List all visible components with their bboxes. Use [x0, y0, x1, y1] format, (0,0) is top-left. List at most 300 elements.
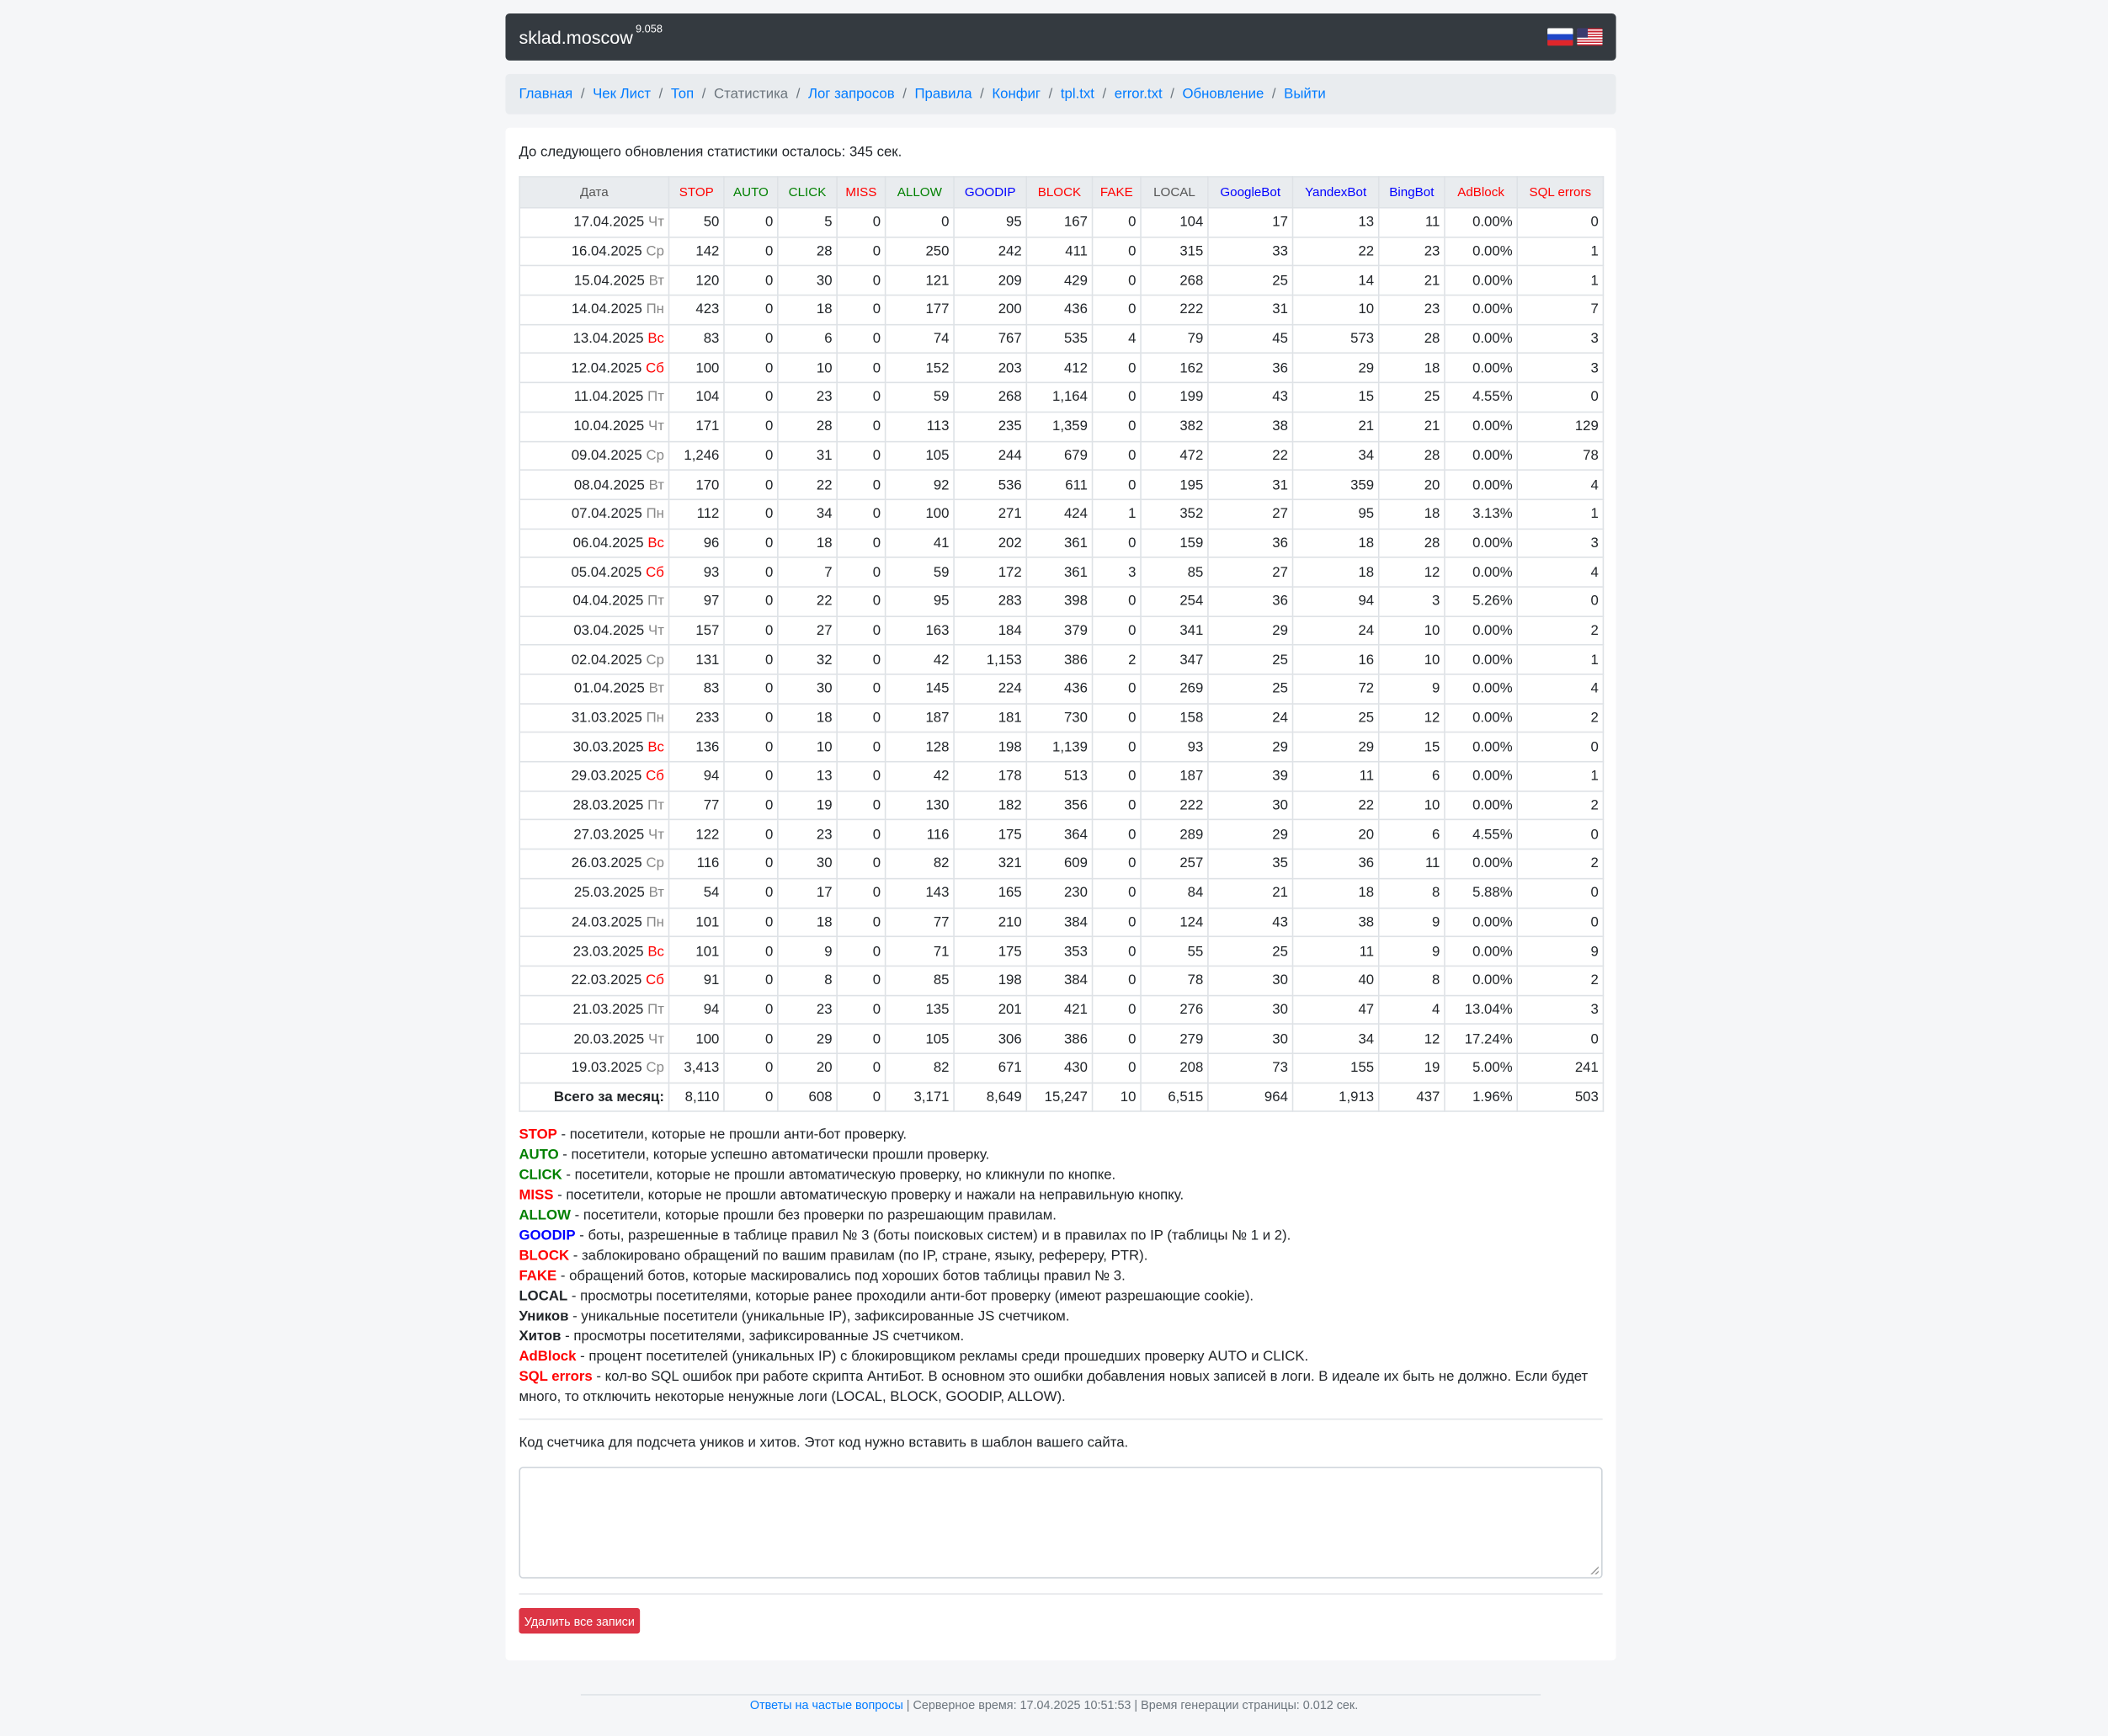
ru-flag-icon[interactable]	[1547, 29, 1573, 46]
stat-cell: 0	[724, 470, 778, 499]
stat-cell: 23	[778, 383, 837, 413]
column-header: CLICK	[778, 177, 837, 208]
stat-cell: 18	[778, 529, 837, 558]
stat-cell: 29	[778, 1025, 837, 1054]
site-brand[interactable]	[519, 23, 663, 48]
column-header: GoogleBot	[1208, 177, 1293, 208]
stat-cell: 20	[1293, 820, 1379, 849]
faq-link[interactable]: Ответы на частые вопросы	[749, 1698, 903, 1712]
stat-cell: 155	[1293, 1053, 1379, 1083]
stat-cell: 0	[1093, 791, 1141, 820]
stat-cell: 679	[1026, 441, 1092, 471]
date-cell	[519, 791, 668, 820]
date-cell	[519, 762, 668, 791]
date-value: 15.04.2025	[573, 272, 645, 289]
stat-cell: 0	[1093, 995, 1141, 1025]
stat-cell: 101	[669, 908, 724, 937]
stat-cell: 23	[778, 820, 837, 849]
stat-cell: 29	[1293, 354, 1379, 383]
breadcrumb-separator: /	[1048, 86, 1053, 103]
date-cell	[519, 908, 668, 937]
table-row	[519, 820, 1603, 849]
stat-cell: 2	[1517, 849, 1603, 879]
stat-cell: 0	[837, 324, 885, 354]
stat-cell: 0	[1093, 878, 1141, 908]
stat-cell: 321	[954, 849, 1026, 879]
stat-cell: 6	[1379, 820, 1445, 849]
table-row	[519, 499, 1603, 529]
stat-cell: 0	[837, 383, 885, 413]
stat-cell: 30	[1208, 791, 1293, 820]
stat-cell: 0.00%	[1445, 704, 1517, 733]
stat-cell: 0	[1093, 704, 1141, 733]
stat-cell: 386	[1026, 1025, 1092, 1054]
stat-cell: 268	[954, 383, 1026, 413]
stat-cell: 19	[1379, 1053, 1445, 1083]
stat-cell: 40	[1293, 966, 1379, 995]
legend-item	[519, 1226, 1602, 1246]
stat-cell: 0	[1093, 208, 1141, 237]
stat-cell: 0	[1517, 587, 1603, 616]
stat-cell: 34	[1293, 1025, 1379, 1054]
breadcrumb-item: Статистика	[714, 86, 789, 103]
counter-code-textarea[interactable]	[519, 1467, 1602, 1579]
table-row	[519, 937, 1603, 967]
table-row	[519, 383, 1603, 413]
date-value: 07.04.2025	[571, 505, 642, 522]
stat-cell: 128	[886, 732, 954, 762]
stat-cell: 142	[669, 237, 724, 266]
stat-cell: 0.00%	[1445, 412, 1517, 441]
legend-description: - посетители, которые не прошли автоматическую проверку, но кликнули по кнопке.	[562, 1167, 1116, 1184]
day-of-week: Чт	[648, 418, 664, 435]
stat-cell: 143	[886, 878, 954, 908]
update-timer: До следующего обновления статистики осталось: 345 сек.	[519, 143, 902, 161]
stat-cell: 0	[724, 412, 778, 441]
total-label: Всего за месяц:	[519, 1083, 668, 1112]
stat-cell: 0	[837, 412, 885, 441]
stat-cell: 0	[1093, 762, 1141, 791]
day-of-week: Чт	[648, 214, 664, 231]
table-row	[519, 732, 1603, 762]
stat-cell: 175	[954, 937, 1026, 967]
stat-cell: 1	[1517, 762, 1603, 791]
stat-cell: 13	[1293, 208, 1379, 237]
stat-cell: 100	[669, 354, 724, 383]
breadcrumb-separator: /	[980, 86, 984, 103]
legend-item	[519, 1126, 1602, 1146]
stat-cell: 95	[1293, 499, 1379, 529]
server-time-info: | Серверное время: 17.04.2025 10:51:53 | Время генерации страницы: 0.012 сек.	[902, 1698, 1359, 1712]
stat-cell: 43	[1208, 383, 1293, 413]
stat-cell: 195	[1141, 470, 1208, 499]
stat-cell: 0	[837, 791, 885, 820]
stat-cell: 3	[1517, 324, 1603, 354]
date-cell	[519, 354, 668, 383]
stat-cell: 104	[1141, 208, 1208, 237]
stat-cell: 609	[1026, 849, 1092, 879]
stat-cell: 0	[724, 266, 778, 296]
stat-cell: 5.88%	[1445, 878, 1517, 908]
table-row	[519, 908, 1603, 937]
day-of-week: Вс	[647, 331, 664, 348]
stat-cell: 165	[954, 878, 1026, 908]
stat-cell: 16	[1293, 645, 1379, 674]
stat-cell: 172	[954, 557, 1026, 587]
legend-item	[519, 1146, 1602, 1166]
stat-cell: 364	[1026, 820, 1092, 849]
day-of-week: Пт	[647, 797, 664, 814]
stat-cell: 0.00%	[1445, 324, 1517, 354]
stat-cell: 38	[1208, 412, 1293, 441]
stat-cell: 0	[837, 820, 885, 849]
day-of-week: Вс	[647, 535, 664, 551]
breadcrumb-item[interactable]: Лог запросов	[807, 86, 895, 103]
date-value: 24.03.2025	[571, 913, 642, 930]
stat-cell: 429	[1026, 266, 1092, 296]
legend-term: MISS	[519, 1187, 554, 1204]
stat-cell: 0	[837, 1053, 885, 1083]
stat-cell: 306	[954, 1025, 1026, 1054]
stat-cell: 27	[1208, 557, 1293, 587]
stat-cell: 85	[1141, 557, 1208, 587]
stat-cell: 671	[954, 1053, 1026, 1083]
legend	[519, 1126, 1602, 1408]
total-cell: 503	[1517, 1083, 1603, 1112]
stat-cell: 21	[1379, 266, 1445, 296]
stat-cell: 100	[669, 1025, 724, 1054]
stat-cell: 157	[669, 616, 724, 646]
stat-cell: 0	[1517, 878, 1603, 908]
stat-cell: 22	[778, 470, 837, 499]
stat-cell: 30	[778, 849, 837, 879]
stat-cell: 0	[724, 937, 778, 967]
resize-handle-icon[interactable]	[1590, 1567, 1599, 1575]
stat-cell: 2	[1517, 966, 1603, 995]
breadcrumb-item[interactable]: Правила	[914, 86, 972, 103]
stat-cell: 100	[886, 499, 954, 529]
stat-cell: 31	[778, 441, 837, 471]
stat-cell: 3	[1379, 587, 1445, 616]
stat-cell: 0	[724, 645, 778, 674]
table-row	[519, 354, 1603, 383]
stat-cell: 0	[837, 266, 885, 296]
stat-cell: 101	[669, 937, 724, 967]
date-cell	[519, 208, 668, 237]
stat-cell: 361	[1026, 557, 1092, 587]
stat-cell: 208	[1141, 1053, 1208, 1083]
table-row	[519, 849, 1603, 879]
stat-cell: 0	[837, 966, 885, 995]
day-of-week: Вт	[648, 680, 664, 697]
column-header: FAKE	[1093, 177, 1141, 208]
stat-cell: 4	[1093, 324, 1141, 354]
brand-name[interactable]: sklad.moscow	[519, 27, 633, 48]
stat-cell: 242	[954, 237, 1026, 266]
table-row	[519, 529, 1603, 558]
total-cell: 0	[837, 1083, 885, 1112]
stat-cell: 27	[778, 616, 837, 646]
stat-cell: 241	[1517, 1053, 1603, 1083]
stat-cell: 38	[1293, 908, 1379, 937]
stat-cell: 0	[837, 674, 885, 704]
stat-cell: 25	[1208, 645, 1293, 674]
legend-term: GOODIP	[519, 1227, 576, 1244]
stat-cell: 10	[1379, 791, 1445, 820]
date-cell	[519, 645, 668, 674]
stat-cell: 94	[1293, 587, 1379, 616]
stat-cell: 25	[1208, 266, 1293, 296]
breadcrumb-item[interactable]: Главная	[519, 86, 573, 103]
stat-cell: 145	[886, 674, 954, 704]
stat-cell: 105	[886, 441, 954, 471]
total-cell: 608	[778, 1083, 837, 1112]
table-row	[519, 674, 1603, 704]
stat-cell: 163	[886, 616, 954, 646]
stat-cell: 18	[1293, 557, 1379, 587]
column-header: BingBot	[1379, 177, 1445, 208]
stat-cell: 0	[837, 762, 885, 791]
stat-cell: 36	[1208, 587, 1293, 616]
breadcrumb-separator: /	[580, 86, 585, 103]
breadcrumb-item[interactable]: Чек Лист	[593, 86, 652, 103]
table-row	[519, 616, 1603, 646]
stat-cell: 0.00%	[1445, 762, 1517, 791]
stat-cell: 0	[724, 732, 778, 762]
stat-cell: 767	[954, 324, 1026, 354]
stat-cell: 0	[837, 499, 885, 529]
stat-cell: 9	[1379, 674, 1445, 704]
stat-cell: 10	[778, 732, 837, 762]
stat-cell: 124	[1141, 908, 1208, 937]
stat-cell: 2	[1517, 704, 1603, 733]
stat-cell: 0.00%	[1445, 441, 1517, 471]
stat-cell: 0	[724, 499, 778, 529]
stat-cell: 203	[954, 354, 1026, 383]
total-cell: 6,515	[1141, 1083, 1208, 1112]
stat-cell: 95	[886, 587, 954, 616]
stat-cell: 353	[1026, 937, 1092, 967]
stat-cell: 0	[837, 937, 885, 967]
stat-cell: 0	[1093, 820, 1141, 849]
breadcrumb-item[interactable]: tpl.txt	[1060, 86, 1094, 103]
day-of-week: Вт	[648, 885, 664, 902]
stat-cell: 25	[1293, 704, 1379, 733]
stat-cell: 12	[1379, 704, 1445, 733]
stat-cell: 0	[1093, 412, 1141, 441]
date-cell	[519, 499, 668, 529]
date-cell	[519, 557, 668, 587]
stat-cell: 356	[1026, 791, 1092, 820]
stat-cell: 1	[1517, 499, 1603, 529]
stat-cell: 244	[954, 441, 1026, 471]
stat-cell: 152	[886, 354, 954, 383]
stat-cell: 0	[1093, 237, 1141, 266]
stat-cell: 210	[954, 908, 1026, 937]
stat-cell: 201	[954, 995, 1026, 1025]
table-row	[519, 966, 1603, 995]
delete-all-records-button[interactable]: Удалить все записи	[519, 1608, 640, 1633]
day-of-week: Пн	[646, 505, 664, 522]
stat-cell: 2	[1093, 645, 1141, 674]
stat-cell: 105	[886, 1025, 954, 1054]
breadcrumb-item[interactable]: Обновление	[1182, 86, 1264, 103]
stat-cell: 0	[1517, 908, 1603, 937]
stat-cell: 0	[837, 237, 885, 266]
date-value: 20.03.2025	[573, 1030, 645, 1047]
table-row	[519, 1025, 1603, 1054]
stat-cell: 423	[669, 296, 724, 325]
stat-cell: 116	[669, 849, 724, 879]
stat-cell: 82	[886, 1053, 954, 1083]
stat-cell: 269	[1141, 674, 1208, 704]
stat-cell: 55	[1141, 937, 1208, 967]
stat-cell: 97	[669, 587, 724, 616]
stat-cell: 4.55%	[1445, 820, 1517, 849]
stat-cell: 0	[724, 878, 778, 908]
day-of-week: Пт	[647, 389, 664, 406]
stat-cell: 0	[837, 908, 885, 937]
date-cell	[519, 529, 668, 558]
stat-cell: 181	[954, 704, 1026, 733]
stat-cell: 421	[1026, 995, 1092, 1025]
legend-description: - боты, разрешенные в таблице правил № 3 (боты поисковых систем) и в правилах по IP (таблицы № 1 и 2).	[575, 1227, 1291, 1244]
stat-cell: 158	[1141, 704, 1208, 733]
stat-cell: 113	[886, 412, 954, 441]
day-of-week: Ср	[646, 855, 664, 872]
day-of-week: Ср	[646, 243, 664, 260]
stat-cell: 0	[1093, 937, 1141, 967]
legend-term: LOCAL	[519, 1287, 568, 1305]
stat-cell: 0	[837, 995, 885, 1025]
stat-cell: 129	[1517, 412, 1603, 441]
stat-cell: 279	[1141, 1025, 1208, 1054]
date-value: 21.03.2025	[572, 1001, 644, 1018]
stat-cell: 0	[1517, 383, 1603, 413]
stat-cell: 31	[1208, 470, 1293, 499]
stat-cell: 0	[1093, 849, 1141, 879]
stat-cell: 35	[1208, 849, 1293, 879]
stat-cell: 398	[1026, 587, 1092, 616]
stat-cell: 0	[724, 791, 778, 820]
stat-cell: 24	[1208, 704, 1293, 733]
legend-term: Уников	[519, 1307, 569, 1325]
stat-cell: 535	[1026, 324, 1092, 354]
stat-cell: 0	[837, 208, 885, 237]
breadcrumb-item[interactable]: Выйти	[1284, 86, 1326, 103]
stat-cell: 0.00%	[1445, 645, 1517, 674]
stat-cell: 0	[837, 645, 885, 674]
stat-cell: 0	[724, 762, 778, 791]
stat-cell: 9	[778, 937, 837, 967]
stat-cell: 0.00%	[1445, 966, 1517, 995]
us-flag-icon[interactable]	[1577, 29, 1602, 46]
stat-cell: 59	[886, 557, 954, 587]
top-navbar	[505, 13, 1616, 61]
stat-cell: 0.00%	[1445, 732, 1517, 762]
date-cell	[519, 849, 668, 879]
stat-cell: 4	[1517, 557, 1603, 587]
breadcrumb-item[interactable]: Топ	[670, 86, 695, 103]
stat-cell: 361	[1026, 529, 1092, 558]
stat-cell: 386	[1026, 645, 1092, 674]
total-cell: 437	[1379, 1083, 1445, 1112]
table-header-row	[519, 177, 1603, 208]
legend-term: SQL errors	[519, 1368, 593, 1385]
stat-cell: 15	[1379, 732, 1445, 762]
stat-cell: 0	[724, 820, 778, 849]
stat-cell: 384	[1026, 966, 1092, 995]
stat-cell: 513	[1026, 762, 1092, 791]
day-of-week: Пн	[646, 913, 664, 930]
stat-cell: 30	[778, 266, 837, 296]
stat-cell: 1	[1517, 237, 1603, 266]
date-value: 27.03.2025	[573, 826, 645, 843]
breadcrumb-separator: /	[1271, 86, 1276, 103]
total-cell: 15,247	[1026, 1083, 1092, 1112]
stat-cell: 4	[1517, 470, 1603, 499]
stat-cell: 36	[1293, 849, 1379, 879]
stat-cell: 4.55%	[1445, 383, 1517, 413]
stat-cell: 0	[886, 208, 954, 237]
stat-cell: 0.00%	[1445, 908, 1517, 937]
language-switcher	[1547, 29, 1602, 46]
stat-cell: 0.00%	[1445, 791, 1517, 820]
stat-cell: 23	[778, 995, 837, 1025]
stat-cell: 0	[724, 674, 778, 704]
stat-cell: 17	[1208, 208, 1293, 237]
day-of-week: Пн	[646, 710, 664, 727]
stat-cell: 0	[1093, 732, 1141, 762]
stat-cell: 59	[886, 383, 954, 413]
stat-cell: 268	[1141, 266, 1208, 296]
breadcrumb-item[interactable]: Конфиг	[992, 86, 1041, 103]
stat-cell: 136	[669, 732, 724, 762]
column-header: MISS	[837, 177, 885, 208]
stat-cell: 77	[669, 791, 724, 820]
column-header: AUTO	[724, 177, 778, 208]
stat-cell: 1,246	[669, 441, 724, 471]
stat-cell: 82	[886, 849, 954, 879]
stat-cell: 0.00%	[1445, 616, 1517, 646]
stat-cell: 198	[954, 966, 1026, 995]
day-of-week: Чт	[648, 826, 664, 843]
date-cell	[519, 995, 668, 1025]
stat-cell: 0.00%	[1445, 557, 1517, 587]
stat-cell: 23	[1379, 296, 1445, 325]
breadcrumb-item[interactable]: error.txt	[1114, 86, 1163, 103]
stat-cell: 0	[724, 616, 778, 646]
stat-cell: 8	[778, 966, 837, 995]
stat-cell: 412	[1026, 354, 1092, 383]
stat-cell: 730	[1026, 704, 1092, 733]
stat-cell: 0	[1093, 296, 1141, 325]
stat-cell: 74	[886, 324, 954, 354]
stat-cell: 0	[1093, 383, 1141, 413]
stat-cell: 30	[778, 674, 837, 704]
date-cell	[519, 704, 668, 733]
stat-cell: 20	[1379, 470, 1445, 499]
column-header: STOP	[669, 177, 724, 208]
stat-cell: 0	[837, 616, 885, 646]
date-cell	[519, 266, 668, 296]
stat-cell: 47	[1293, 995, 1379, 1025]
legend-term: AUTO	[519, 1147, 559, 1164]
stat-cell: 91	[669, 966, 724, 995]
date-value: 08.04.2025	[573, 477, 645, 493]
stat-cell: 230	[1026, 878, 1092, 908]
date-cell	[519, 237, 668, 266]
